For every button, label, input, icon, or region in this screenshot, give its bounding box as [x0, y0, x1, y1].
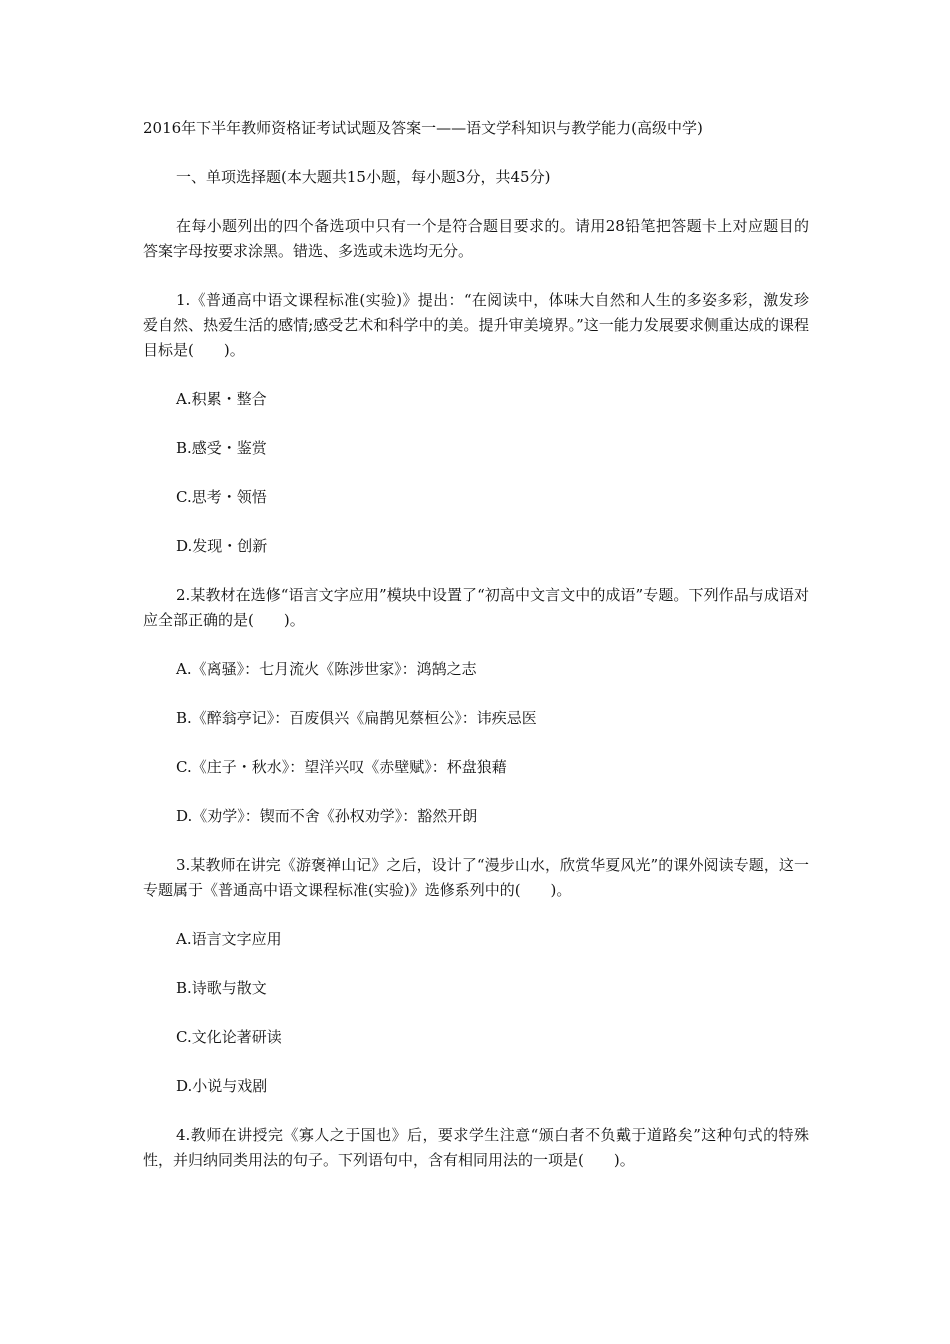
- question-1-option-a: A.积累・整合: [176, 390, 267, 408]
- question-3-option-d: D.小说与戏剧: [176, 1077, 268, 1095]
- question-1-stem: 1.《普通高中语文课程标准(实验)》提出：“在阅读中，体味大自然和人生的多姿多彩，激发珍爱自然、热爱生活的感情;感受艺术和科学中的美。提升审美境界。”这一能力发展要求侧重达成的课程目标是( )。: [143, 291, 809, 359]
- question-2-stem: 2.某教材在选修“语言文字应用”模块中设置了“初高中文言文中的成语”专题。下列作品与成语对应全部正确的是( )。: [143, 586, 809, 629]
- question-3-stem: 3.某教师在讲完《游褒禅山记》之后，设计了“漫步山水，欣赏华夏风光”的课外阅读专题，这一专题属于《普通高中语文课程标准(实验)》选修系列中的( )。: [143, 856, 809, 899]
- question-2-option-a: A.《离骚》：七月流火《陈涉世家》：鸿鹄之志: [176, 660, 477, 678]
- question-1-option-d: D.发现・创新: [176, 537, 268, 555]
- question-2-option-d: D.《劝学》：锲而不舍《孙权劝学》：豁然开朗: [176, 807, 478, 825]
- question-3-option-a: A.语言文字应用: [176, 930, 282, 948]
- question-2-option-c: C.《庄子・秋水》：望洋兴叹《赤壁赋》：杯盘狼藉: [176, 758, 507, 776]
- question-1-option-b: B.感受・鉴赏: [176, 439, 267, 457]
- question-3-option-c: C.文化论著研读: [176, 1028, 282, 1046]
- question-4-stem: 4.教师在讲授完《寡人之于国也》后，要求学生注意“颁白者不负戴于道路矣”这种句式的特殊性，并归纳同类用法的句子。下列语句中，含有相同用法的一项是( )。: [143, 1126, 809, 1169]
- document-title: 2016年下半年教师资格证考试试题及答案一——语文学科知识与教学能力(高级中学): [143, 119, 703, 137]
- question-1-option-c: C.思考・领悟: [176, 488, 267, 506]
- document-body: [143, 116, 809, 1197]
- instructions-paragraph: 在每小题列出的四个备选项中只有一个是符合题目要求的。请用28铅笔把答题卡上对应题目的答案字母按要求涂黑。错选、多选或未选均无分。: [143, 217, 809, 260]
- section-heading: 一、单项选择题(本大题共15小题，每小题3分，共45分): [176, 168, 551, 186]
- question-3-option-b: B.诗歌与散文: [176, 979, 267, 997]
- question-2-option-b: B.《醉翁亭记》：百废俱兴《扁鹊见蔡桓公》：讳疾忌医: [176, 709, 537, 727]
